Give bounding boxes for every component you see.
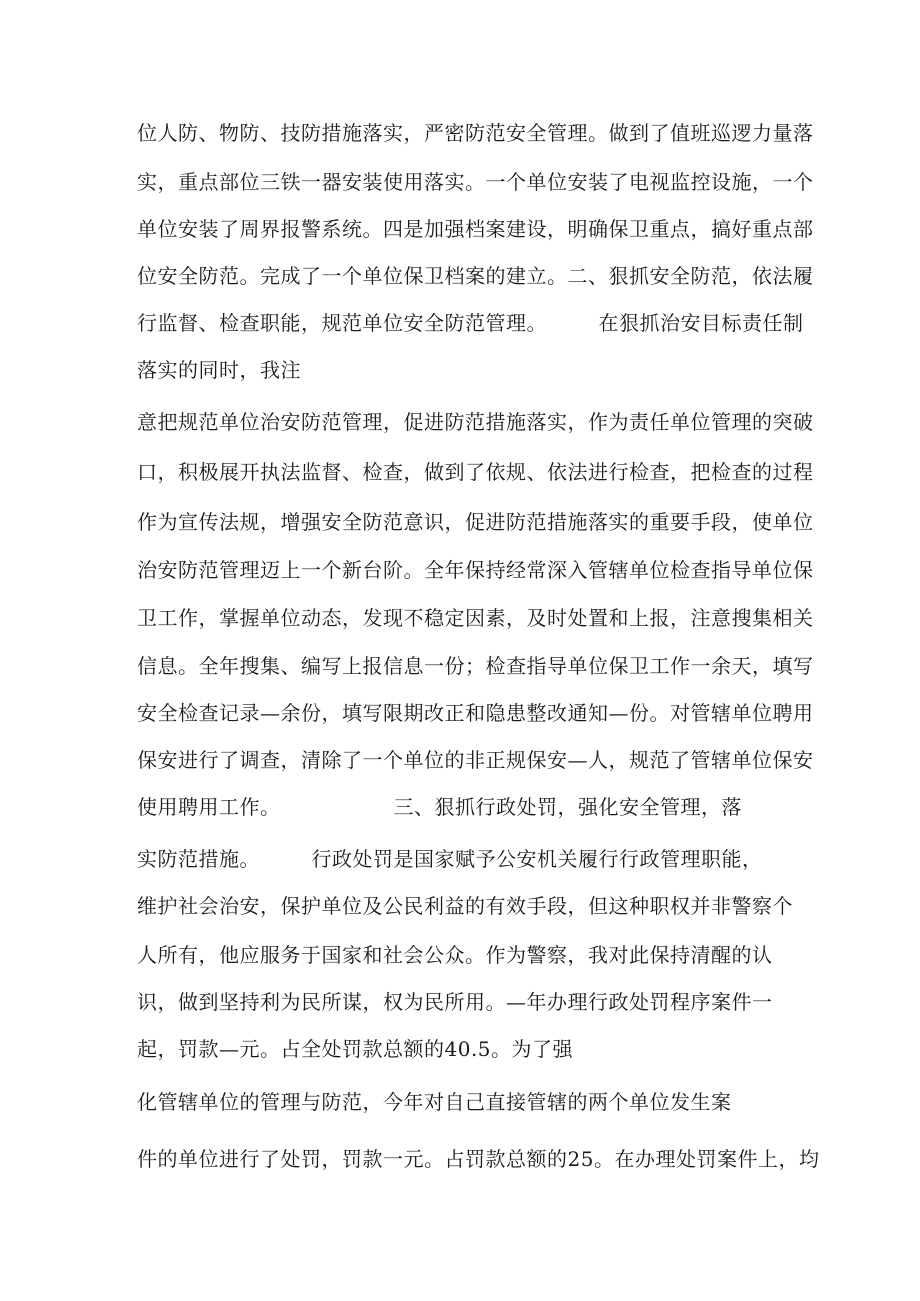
text-line-19: 识，做到坚持利为民所谋，权为民所用。—年办理行政处罚程序案件一 (137, 990, 773, 1014)
text-line-13: 安全检查记录—余份，填写限期改正和隐患整改通知—份。对管辖单位聘用 (137, 701, 814, 725)
text-line-1: 位人防、物防、技防措施落实，严密防范安全管理。做到了值班巡逻力量落 (137, 121, 814, 145)
text-line-14: 保安进行了调查，清除了一个单位的非正规保安—人，规范了管辖单位保安 (137, 748, 814, 772)
text-line-21: 化管辖单位的管理与防范，今年对自己直接管辖的两个单位发生案 (137, 1090, 732, 1114)
text-line-10: 治安防范管理迈上一个新台阶。全年保持经常深入管辖单位检查指导单位保 (137, 558, 814, 582)
text-line-20: 起，罚款—元。占全处罚款总额的40.5。为了强 (137, 1037, 574, 1061)
text-line-3: 单位安装了周界报警系统。四是加强档案建设，明确保卫重点，搞好重点部 (137, 217, 814, 241)
text-line-12: 信息。全年搜集、编写上报信息一份；检查指导单位保卫工作一余天，填写 (137, 654, 814, 678)
text-line-17: 维护社会治安，保护单位及公民利益的有效手段，但这种职权并非警察个 (137, 894, 793, 918)
text-line-18: 人所有，他应服务于国家和社会公众。作为警察，我对此保持清醒的认 (137, 943, 773, 967)
text-line-11: 卫工作，掌握单位动态，发现不稳定因素，及时处置和上报，注意搜集相关 (137, 606, 814, 630)
text-line-22: 件的单位进行了处罚，罚款一元。占罚款总额的25。在办理处罚案件上，均 (137, 1147, 820, 1171)
text-line-8: 口，积极展开执法监督、检查，做到了依规、依法进行检查，把检查的过程 (137, 460, 814, 484)
text-line-2: 实，重点部位三铁一器安装使用落实。一个单位安装了电视监控设施，一个 (137, 170, 814, 194)
text-line-9: 作为宣传法规，增强安全防范意识，促进防范措施落实的重要手段，使单位 (137, 510, 814, 534)
text-line-15: 使用聘用工作。 三、狠抓行政处罚，强化安全管理，落 (137, 795, 742, 819)
text-line-5: 行监督、检查职能，规范单位安全防范管理。 在狠抓治安目标责任制 (137, 311, 804, 335)
text-line-7: 意把规范单位治安防范管理，促进防范措施落实，作为责任单位管理的突破 (137, 410, 814, 434)
text-line-16: 实防范措施。 行政处罚是国家赋予公安机关履行行政管理职能， (137, 847, 763, 871)
text-line-4: 位安全防范。完成了一个单位保卫档案的建立。二、狠抓安全防范，依法履 (137, 264, 814, 288)
text-line-6: 落实的同时，我注 (137, 358, 301, 382)
